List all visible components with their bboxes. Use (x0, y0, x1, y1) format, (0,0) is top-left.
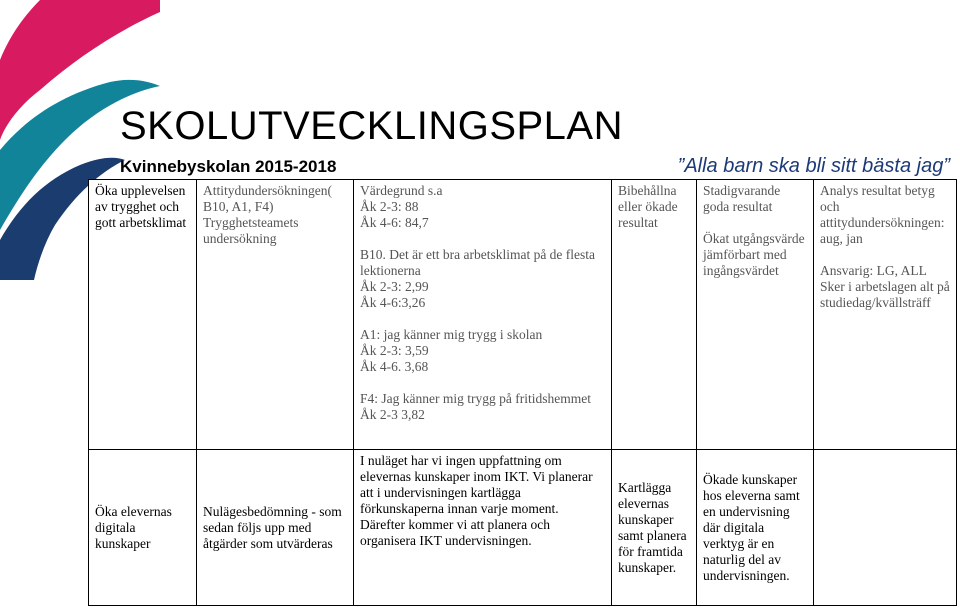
followup-cell: Analys resultat betyg och attitydundersökningen: aug, jan Ansvarig: LG, ALL Sker i arbetslagen alt på studiedag/kvällsträff (814, 180, 957, 450)
followup-cell (814, 450, 957, 606)
current-state-cell: Värdegrund s.a Åk 2-3: 88 Åk 4-6: 84,7 B10. Det är ett bra arbetsklimat på de flesta lektionerna Åk 2-3: 2,99 Åk 4-6:3,26 A1: jag känner mig trygg i skolan Åk 2-3: 3,59 Åk 4-6. 3,68 F4: Jag känner mig trygg på fritidshemmet Åk 2-3 3,82 (354, 180, 612, 450)
table-row (89, 450, 957, 606)
outcome-cell: Ökade kunskaper hos eleverna samt en undervisning där digitala verktyg är en naturlig del av undervisningen. (697, 450, 814, 606)
outcome-cell: Stadigvarande goda resultat Ökat utgångsvärde jämförbart med ingångsvärdet (697, 180, 814, 450)
school-subtitle: Kvinnebyskolan 2015-2018 (120, 157, 337, 176)
target-cell: Bibehållna eller ökade resultat (612, 180, 697, 450)
goal-cell: Öka upplevelsen av trygghet och gott arbetsklimat (89, 180, 197, 450)
development-plan-table (88, 179, 957, 606)
method-cell: Attitydundersökningen( B10, A1, F4) Trygghetsteamets undersökning (197, 180, 354, 450)
target-cell: Kartlägga elevernas kunskaper samt planera för framtida kunskaper. (612, 450, 697, 606)
goal-cell: Öka elevernas digitala kunskaper (89, 450, 197, 606)
method-cell: Nulägesbedömning - som sedan följs upp med åtgärder som utvärderas (197, 450, 354, 606)
slogan: ”Alla barn ska bli sitt bästa jag” (677, 155, 950, 177)
table-row (89, 180, 957, 450)
current-state-cell: I nuläget har vi ingen uppfattning om elevernas kunskaper inom IKT. Vi planerar att i undervisningen kartlägga förkunskaperna innan varje moment. Därefter kommer vi att planera och organisera IKT undervisningen. (354, 450, 612, 606)
page-title: SKOLUTVECKLINGSPLAN (120, 104, 623, 148)
